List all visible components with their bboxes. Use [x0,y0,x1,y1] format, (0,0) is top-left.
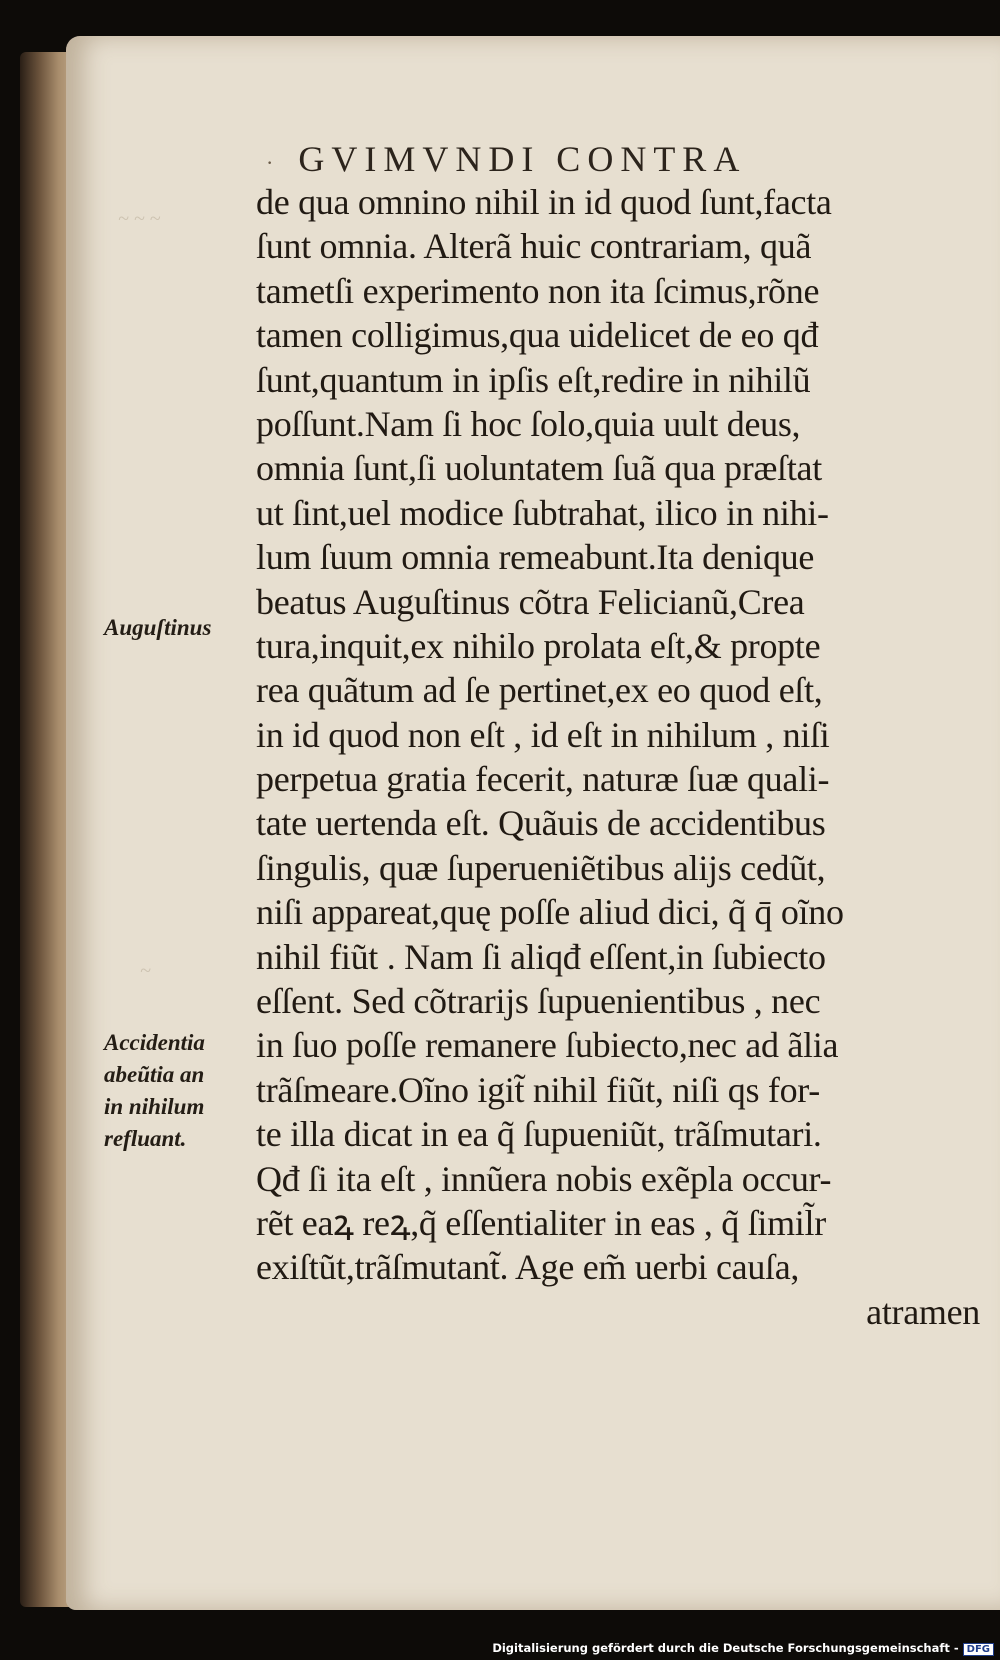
text-line: tamen colligimus,qua uidelicet de eo qđ [256,315,819,356]
margin-note-line: refluant. [104,1126,187,1151]
text-line: nihil fiũt . Nam ſi aliqđ eſſent,in ſubiecto [256,936,826,977]
margin-note-line: in nihilum [104,1094,205,1119]
text-line: ſunt,quantum in ipſis eſt,redire in nihilũ [256,359,811,400]
show-through-mark: ~ ~ ~ [118,208,161,230]
text-line: omnia ſunt,ſi uoluntatem ſuã qua præſtat [256,448,822,489]
credit-text: Digitalisierung gefördert durch die Deutsche Forschungsgemeinschaft - [492,1641,959,1655]
text-line: tate uertenda eſt. Quãuis de accidentibus [256,803,826,844]
text-line: exiſtũt,trãſmutant̃. Age em̃ uerbi cauſa, [256,1247,800,1288]
text-line: trãſmeare.Oĩno igit̃ nihil fiũt, niſi qs for- [256,1069,820,1110]
running-head [266,138,746,180]
running-head-text: GVIMVNDI CONTRA [298,139,747,179]
margin-note-line: abeũtia an [104,1062,205,1087]
text-line: ſingulis, quæ ſuperueniẽtibus alijs cedũt, [256,847,826,888]
text-line: in ſuo poſſe remanere ſubiecto,nec ad ãlia [256,1025,839,1066]
margin-note-accidentia [104,1027,264,1155]
margin-note-line: Auguſtinus [104,615,212,640]
text-line: in id quod non eſt , id eſt in nihilum , niſi [256,714,830,755]
catchword: atramen [866,1291,980,1332]
text-line: de qua omnino nihil in id quod ſunt,facta [256,182,832,222]
body-text [256,180,980,1334]
margin-note-line: Accidentia [104,1030,205,1055]
text-line: niſi appareat,quę poſſe aliud dici, q̃ q̄ oĩno [256,892,844,933]
dfg-logo: DFG [963,1643,994,1656]
text-line: ſunt omnia. Alterã huic contrariam, quã [256,226,812,267]
text-line: poſſunt.Nam ſi hoc ſolo,quia uult deus, [256,403,801,444]
text-line: tametſi experimento non ita ſcimus,rõne [256,270,820,311]
text-line: ut ſint,uel modice ſubtrahat, ilico in nihi- [256,492,829,533]
text-line: tura,inquit,ex nihilo prolata eſt,& propte [256,625,821,666]
margin-note-augustinus [104,612,264,644]
text-line: rẽt eaꝝ reꝝ,q̃ eſſentialiter in eas , q̃ ſimil̃r [256,1202,826,1243]
text-line: perpetua gratia fecerit, naturæ ſuæ quali- [256,759,830,800]
text-line: rea quãtum ad ſe pertinet,ex eo quod eſt, [256,670,823,711]
ornament-dot: · [266,149,281,175]
show-through-mark: ~ [140,960,151,982]
digitization-credit [492,1641,994,1656]
text-line: lum ſuum omnia remeabunt.Ita denique [256,537,815,578]
text-line: te illa dicat in ea q̃ ſupueniũt, trãſmutari. [256,1114,822,1155]
text-line: Qđ ſi ita eſt , innũera nobis exẽpla occur- [256,1158,832,1199]
text-line: beatus Auguſtinus cõtra Felicianũ,Crea [256,581,805,622]
text-line: eſſent. Sed cõtrarijs ſupuenientibus , nec [256,981,821,1022]
